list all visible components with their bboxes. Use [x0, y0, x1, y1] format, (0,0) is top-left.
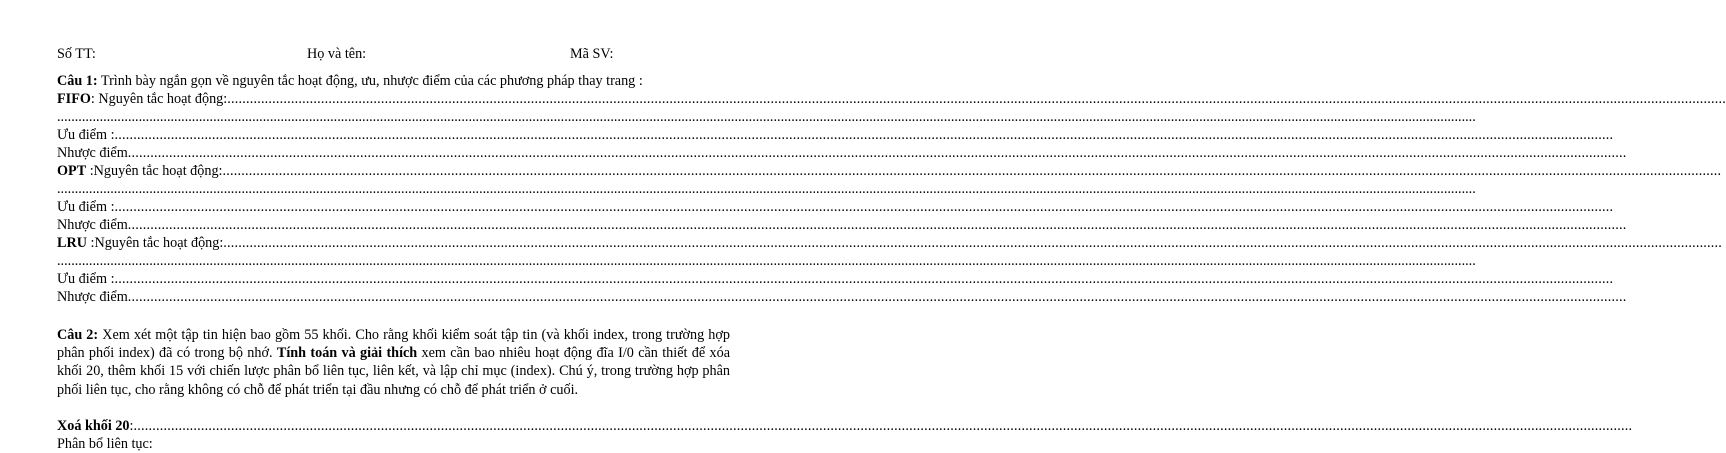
fifo-cons-line [57, 144, 1627, 162]
question-2-text-cont: xem cần bao nhiêu hoạt động đĩa I/0 cần thiết để xóa khối 20, thêm khối 15 với chiến lược phân bổ liên tục, liên kết, và lập chỉ mục (index). Chú ý, trong trường hợp phân phối liên tục, cho rằng không có chỗ để phát triển tại đầu nhưng có chỗ để phát triển ở cuối. [57, 345, 730, 398]
question-1-text: Trình bày ngắn gọn về nguyên tắc hoạt động, ưu, nhược điểm của các phương pháp thay trang : [97, 73, 643, 89]
student-id-label: Mã SV: [570, 46, 614, 62]
answer-dots: ................................................................................................................................................................................................................................................................................................................................................................................................................ [127, 145, 1627, 161]
lru-pros-label: Ưu điểm : [57, 271, 115, 287]
fifo-cons-label: Nhược điểm [57, 145, 128, 161]
full-name-label: Họ và tên: [307, 46, 367, 62]
opt-cons-line [57, 216, 1627, 234]
question-2-emphasis: Tính toán và giải thích [276, 345, 418, 362]
question-1-label: Câu 1: [57, 73, 98, 89]
answer-dots: ................................................................................................................................................................................................................................................................................................................................................................................................................ [127, 289, 1627, 305]
opt-pros-label: Ưu điểm : [57, 199, 115, 215]
answer-dots: ................................................................................................................................................................................................................................................................................................................................................................................................................ [223, 235, 1723, 251]
lru-heading: LRU [57, 235, 87, 251]
question-2-text: Xem xét một tập tin hiện bao gồm 55 khối. Cho rằng khối kiểm soát tập tin (và khối index, trong trường hợp phân phối index) đã có trong bộ nhớ. [57, 327, 730, 362]
question-2-label: Câu 2: [57, 327, 99, 343]
answer-dots-line: ................................................................................................................................................................................................................................................................................................................................................................................................................ [57, 109, 1476, 125]
fifo-pros-line [57, 126, 1614, 144]
answer-dots-line: ................................................................................................................................................................................................................................................................................................................................................................................................................ [57, 253, 1476, 269]
delete-block-suffix: : [129, 418, 134, 434]
fifo-heading: FIFO [57, 91, 91, 107]
contiguous-allocation-line [57, 435, 153, 453]
lru-principle-label: :Nguyên tắc hoạt động: [86, 235, 224, 251]
answer-dots: ................................................................................................................................................................................................................................................................................................................................................................................................................ [114, 271, 1614, 287]
answer-dots: ................................................................................................................................................................................................................................................................................................................................................................................................................ [222, 163, 1722, 179]
opt-pros-line [57, 198, 1614, 216]
student-number-label: Số TT: [57, 46, 96, 62]
lru-cons-line [57, 288, 1627, 306]
opt-principle-line [57, 162, 1722, 180]
delete-block-heading: Xoá khối 20 [57, 418, 130, 434]
fifo-principle-label: : Nguyên tắc hoạt động: [90, 91, 228, 107]
fifo-pros-label: Ưu điểm : [57, 127, 115, 143]
lru-principle-line [57, 234, 1723, 252]
opt-principle-label: :Nguyên tắc hoạt động: [86, 163, 223, 179]
fifo-principle-line [57, 90, 1726, 108]
contiguous-allocation-label: Phân bổ liên tục: [57, 436, 153, 452]
delete-block-line [57, 417, 1633, 435]
opt-cons-label: Nhược điểm [57, 217, 128, 233]
answer-dots-line: ................................................................................................................................................................................................................................................................................................................................................................................................................ [57, 181, 1476, 197]
opt-heading: OPT [57, 163, 87, 179]
answer-dots: ................................................................................................................................................................................................................................................................................................................................................................................................................ [114, 127, 1614, 143]
lru-cons-label: Nhược điểm [57, 289, 128, 305]
answer-dots: ................................................................................................................................................................................................................................................................................................................................................................................................................ [127, 217, 1627, 233]
answer-dots: ................................................................................................................................................................................................................................................................................................................................................................................................................ [114, 199, 1614, 215]
question-2 [57, 326, 730, 399]
lru-pros-line [57, 270, 1614, 288]
answer-dots: ................................................................................................................................................................................................................................................................................................................................................................................................................ [133, 418, 1633, 434]
answer-dots: ................................................................................................................................................................................................................................................................................................................................................................................................................ [227, 91, 1726, 107]
question-1 [57, 72, 643, 90]
